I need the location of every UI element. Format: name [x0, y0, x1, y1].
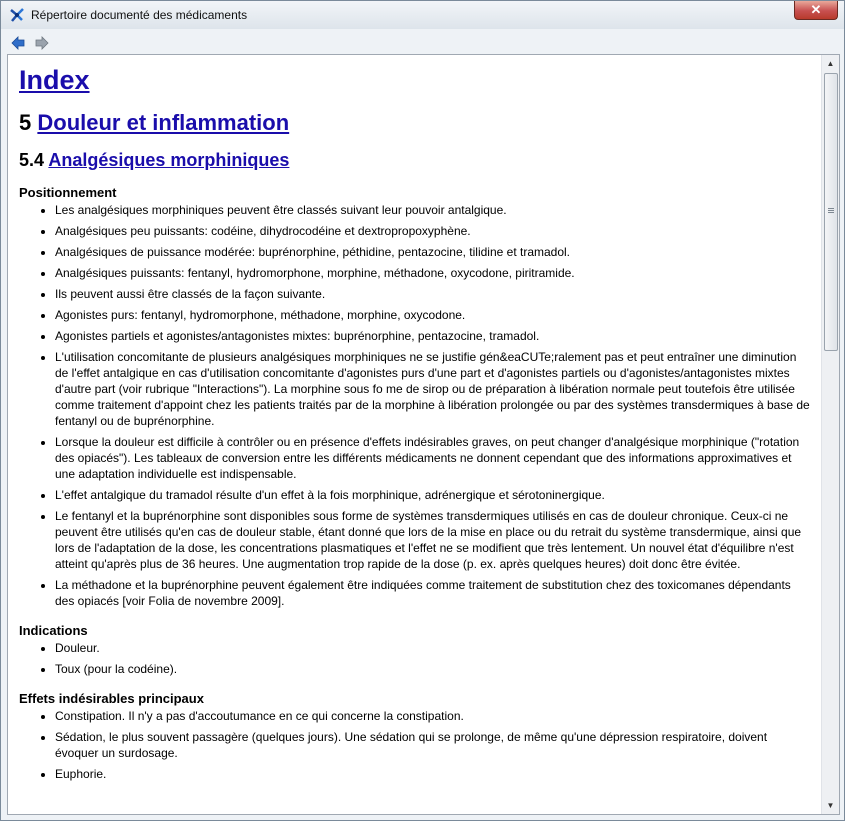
forward-button[interactable] [31, 32, 51, 52]
scroll-up-icon[interactable]: ▲ [826, 59, 835, 68]
section-number: 5.4 [19, 150, 45, 170]
list-item: • Agonistes purs: fentanyl, hydromorphone, méthadone, morphine, oxycodone. [55, 307, 812, 323]
chapter-link[interactable]: Douleur et inflammation [37, 110, 290, 135]
index-link[interactable]: Index [19, 65, 90, 95]
index-heading [19, 65, 812, 96]
close-button[interactable]: ✕ [794, 1, 838, 20]
list-item: • Agonistes partiels et agonistes/antagonistes mixtes: buprénorphine, pentazocine, tramadol. [55, 328, 812, 344]
list-item: • Lorsque la douleur est difficile à contrôler ou en présence d'effets indésirables graves, on peut changer d'analgésique morphinique ("rotation des opiacés"). Les tableaux de conversion entre les différents médicaments ne donnent cependant que des informations approximatives et une adaptation individuelle est indispensable. [55, 434, 812, 482]
bullet-list [19, 708, 812, 782]
list-item: • Le fentanyl et la buprénorphine sont disponibles sous forme de systèmes transdermiques utilisés en cas de douleur chronique. Ceux-ci ne peuvent être utilisés qu'en cas de douleur stable, étant donné que lors de la mise en place ou du retrait du système transdermique, ainsi que lors de l'adaptation de la dose, les concentrations plasmatiques et l'effet ne se modifient que très lentement. Un nouvel état d'équilibre n'est atteint qu'après plus de 36 heures. Une augmentation trop rapide de la dose (p. ex. après quelques heures) doit donc être évitée. [55, 508, 812, 572]
list-item: • La méthadone et la buprénorphine peuvent également être indiquées comme traitement de substitution chez des toxicomanes dépendants des opiacés [voir Folia de novembre 2009]. [55, 577, 812, 609]
vertical-scrollbar[interactable] [821, 55, 839, 814]
list-item: • Ils peuvent aussi être classés de la façon suivante. [55, 286, 812, 302]
scrollbar-thumb[interactable] [824, 73, 838, 351]
list-item: • Analgésiques peu puissants: codéine, dihydrocodéine et dextropropoxyphène. [55, 223, 812, 239]
app-logo-icon [9, 7, 25, 23]
list-item: • Douleur. [55, 640, 812, 656]
list-item: • Les analgésiques morphiniques peuvent être classés suivant leur pouvoir antalgique. [55, 202, 812, 218]
section-heading [19, 150, 812, 171]
arrow-right-icon [34, 35, 50, 51]
list-item: • Toux (pour la codéine). [55, 661, 812, 677]
list-item: • Sédation, le plus souvent passagère (quelques jours). Une sédation qui se prolonge, de même qu'une dépression respiratoire, doivent évoquer un surdosage. [55, 729, 812, 761]
title-bar [1, 1, 844, 29]
list-item: • Constipation. Il n'y a pas d'accoutumance en ce qui concerne la constipation. [55, 708, 812, 724]
scroll-down-icon[interactable]: ▼ [826, 801, 835, 810]
window-title: Répertoire documenté des médicaments [31, 8, 248, 22]
list-item: • Analgésiques de puissance modérée: buprénorphine, péthidine, pentazocine, tilidine et tramadol. [55, 244, 812, 260]
bullet-list [19, 640, 812, 677]
section-title: Positionnement [19, 185, 117, 200]
section-title: Indications [19, 623, 88, 638]
bullet-list [19, 202, 812, 609]
document-content [8, 55, 822, 814]
chapter-heading [19, 110, 812, 136]
section-title: Effets indésirables principaux [19, 691, 204, 706]
list-item: • Euphorie. [55, 766, 812, 782]
chapter-number: 5 [19, 110, 32, 135]
arrow-left-icon [10, 35, 26, 51]
list-item: • L'effet antalgique du tramadol résulte d'un effet à la fois morphinique, adrénergique et sérotoninergique. [55, 487, 812, 503]
sections-container [19, 185, 812, 782]
navigation-toolbar [7, 31, 840, 53]
document-frame [7, 54, 840, 815]
list-item: • Analgésiques puissants: fentanyl, hydromorphone, morphine, méthadone, oxycodone, piritramide. [55, 265, 812, 281]
section-link[interactable]: Analgésiques morphiniques [48, 150, 290, 170]
back-button[interactable] [7, 32, 27, 52]
list-item: • L'utilisation concomitante de plusieurs analgésiques morphiniques ne se justifie gén&eaCUTe;ralement pas et peut entraîner une diminution de l'effet antalgique en cas d'utilisation concomitante d'agonistes purs d'une part et d'agonistes partiels ou d'agonistes/antagonistes mixtes d'autre part (voir rubrique "Interactions"). La morphine sous fo me de sirop ou de préparation à libération normale peut toutefois être utilisée comme traitement d'appoint chez les patients traités par de la morphine à libération prolongée ou par des systèmes transdermiques à base de fentanyl ou de buprénorphine. [55, 349, 812, 429]
